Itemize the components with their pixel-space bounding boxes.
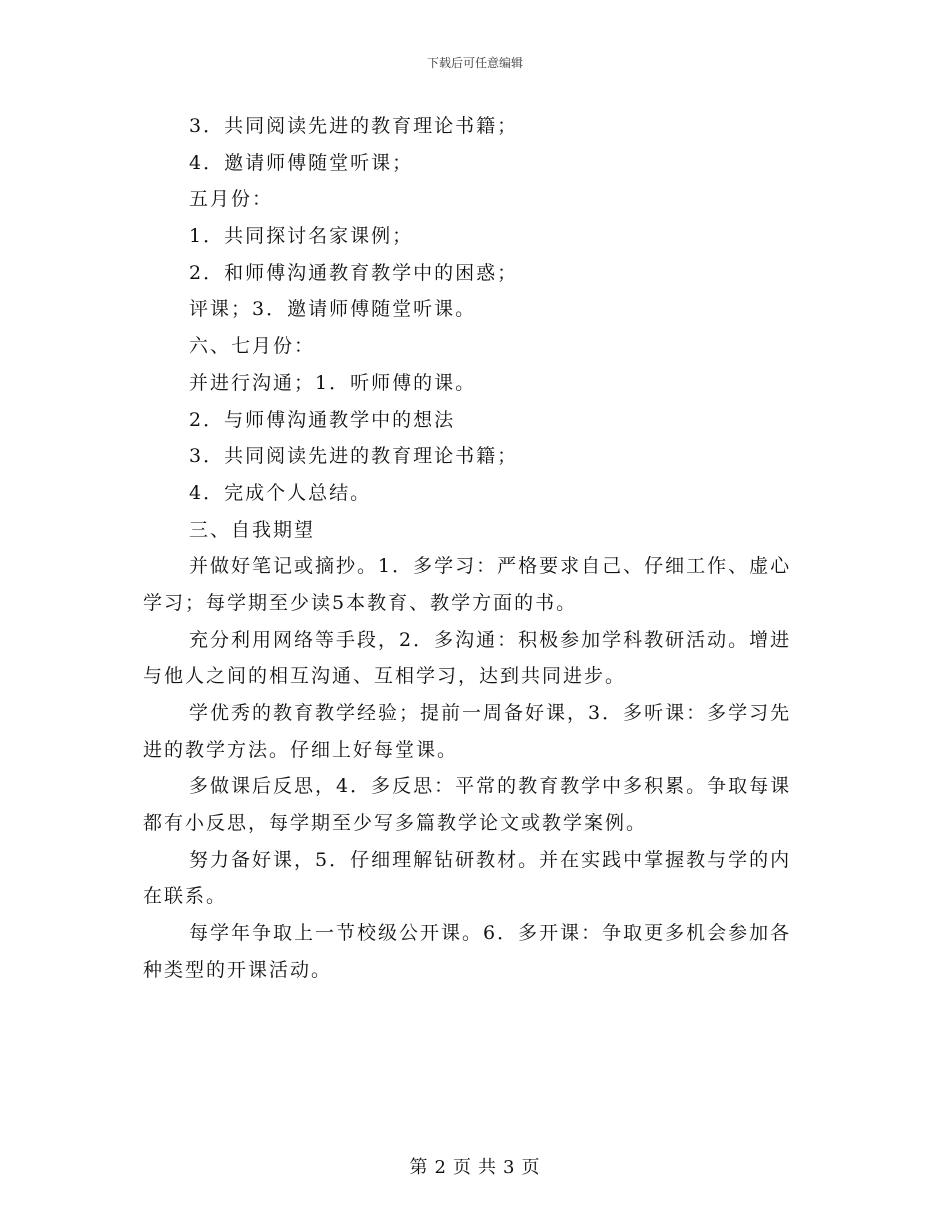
text-line: 学习；每学期至少读5本教育、教学方面的书。: [143, 591, 578, 614]
page-number-footer: [0, 1153, 950, 1179]
text-line: 多做课后反思，4．多反思：平常的教育教学中多积累。争取每课: [189, 775, 792, 798]
text-line: 2．和师傅沟通教育教学中的困惑；: [189, 261, 519, 284]
text-line: 与他人之间的相互沟通、互相学习，达到共同进步。: [143, 665, 627, 688]
footer-suffix: 页: [521, 1157, 541, 1178]
text-line: 3．共同阅读先进的教育理论书籍；: [189, 115, 519, 137]
footer-page-word: 页: [453, 1157, 472, 1178]
text-line: 六、七月份：: [189, 335, 316, 358]
text-line: 五月份：: [189, 188, 274, 211]
text-line: 充分利用网络等手段，2．多沟通：积极参加学科教研活动。增进: [189, 628, 792, 651]
text-line: 并做好笔记或摘抄。1．多学习：严格要求自己、仔细工作、虚心: [189, 555, 792, 578]
total-page-count: 3: [503, 1157, 516, 1178]
text-line: 评课；3．邀请师傅随堂听课。: [189, 298, 477, 321]
text-line: 4．邀请师傅随堂听课；: [189, 151, 414, 174]
page-header-note: 下载后可任意编辑: [426, 56, 523, 70]
text-line: 种类型的开课活动。: [143, 958, 333, 981]
document-body: [143, 108, 811, 989]
text-line: 进的教学方法。仔细上好每堂课。: [143, 738, 459, 761]
text-line: 都有小反思，每学期至少写多篇教学论文或教学案例。: [143, 812, 648, 835]
footer-prefix: 第: [409, 1157, 429, 1178]
text-line: 1．共同探讨名家课例；: [189, 225, 414, 248]
footer-total-label: 共: [478, 1157, 497, 1178]
text-line: 每学年争取上一节校级公开课。6．多开课：争取更多机会参加各: [189, 922, 792, 945]
text-line: 在联系。: [143, 885, 228, 908]
text-line: 努力备好课，5．仔细理解钻研教材。并在实践中掌握教与学的内: [189, 848, 792, 871]
text-line: 4．完成个人总结。: [189, 481, 372, 504]
text-line: 学优秀的教育教学经验；提前一周备好课，3．多听课：多学习先: [189, 702, 792, 724]
section-heading: 三、自我期望: [189, 518, 316, 541]
text-line: 并进行沟通；1．听师傅的课。: [189, 371, 477, 394]
text-line: 3．共同阅读先进的教育理论书籍；: [189, 445, 519, 468]
text-line: 2．与师傅沟通教学中的想法: [189, 408, 456, 431]
current-page-number: 2: [434, 1157, 447, 1178]
